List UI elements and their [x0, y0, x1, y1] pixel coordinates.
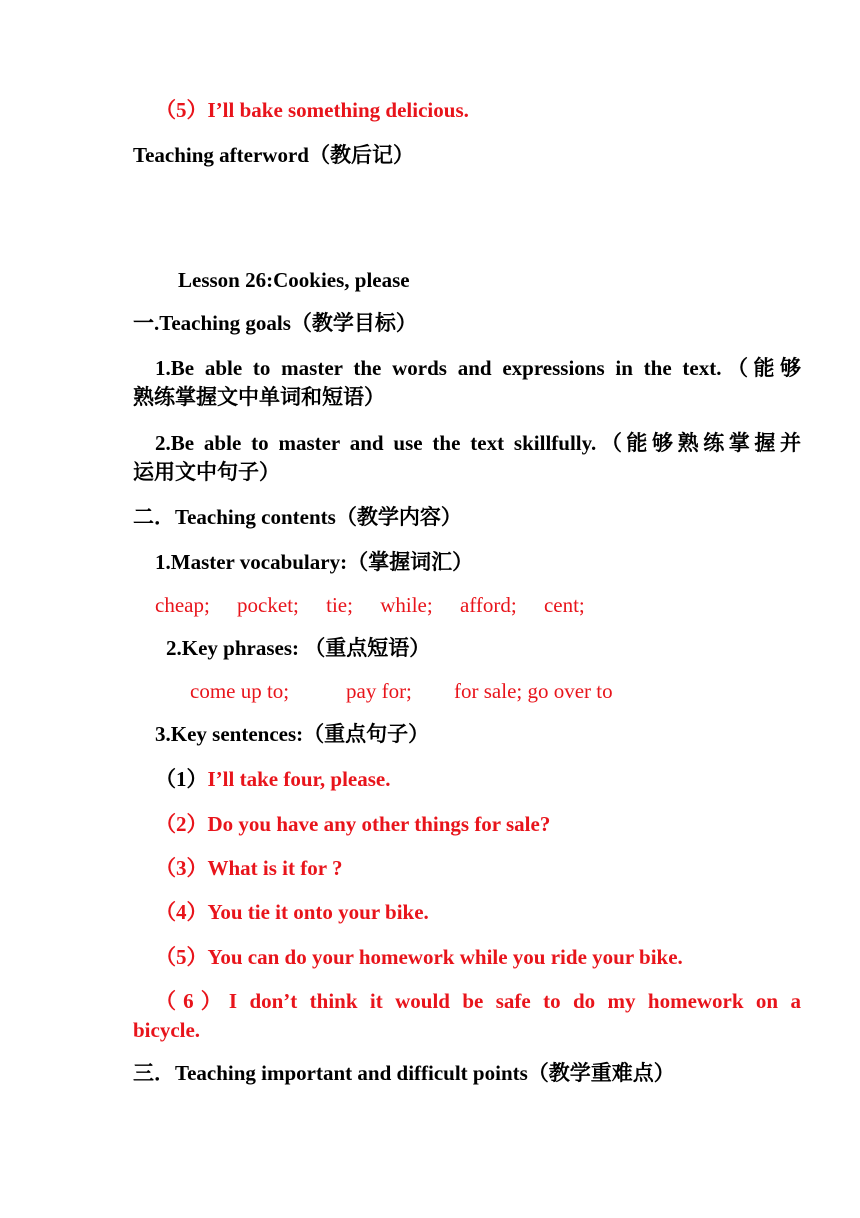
sentence-item: [155, 854, 342, 883]
sentence-item: [155, 943, 683, 972]
teaching-afterword-heading: Teaching afterword（教后记）: [133, 143, 414, 167]
sentence-text: What is it for ?: [207, 856, 343, 880]
lesson-title: Lesson 26:Cookies, please: [178, 268, 410, 292]
sentence-text: Do you have any other things for sale?: [207, 812, 551, 836]
vocab-item: cheap;: [155, 593, 210, 617]
goal-1-line-2: 熟练掌握文中单词和短语）: [133, 385, 385, 409]
sentence-text: You tie it onto your bike.: [207, 900, 429, 924]
sentence-bake: （5）I’ll bake something delicious.: [155, 98, 469, 122]
goal-1-line-1: 1.Be able to master the words and expressions in the text.（能够: [155, 356, 801, 380]
vocab-item: cent;: [543, 593, 585, 617]
sentence-item: [155, 765, 390, 794]
sentence-6-line-1: （6）I don’t think it would be safe to do my homework on a: [155, 989, 801, 1013]
important-points-heading: 三．Teaching important and difficult points（教学重难点）: [133, 1061, 675, 1085]
sentence-item: [155, 898, 429, 927]
sentence-text: You can do your homework while you ride your bike.: [207, 945, 683, 969]
goal-1: [133, 354, 801, 412]
vocabulary-list: [155, 591, 607, 620]
sentence-number: （2）: [155, 812, 208, 836]
phrase-item: for sale; go over to: [454, 679, 613, 703]
vocab-item: tie;: [326, 593, 353, 617]
sentence-number: （4）: [155, 900, 208, 924]
sentence-item: [155, 810, 550, 839]
teaching-contents-heading: 二．Teaching contents（教学内容）: [133, 505, 462, 529]
goal-2-line-1: 2.Be able to master and use the text skillfully.（能够熟练掌握并: [155, 431, 801, 455]
teaching-goals-heading: 一.Teaching goals（教学目标）: [133, 311, 417, 335]
goal-2-line-2: 运用文中句子）: [133, 460, 280, 484]
key-sentences-heading: 3.Key sentences:（重点句子）: [155, 722, 430, 746]
vocab-item: while;: [380, 593, 433, 617]
sentence-6-line-2: bicycle.: [133, 1018, 201, 1042]
key-phrases-heading: 2.Key phrases: （重点短语）: [166, 636, 431, 660]
goal-2: [133, 429, 801, 487]
sentence-6: [133, 987, 801, 1045]
vocab-item: pocket;: [237, 593, 299, 617]
vocab-item: afford;: [459, 593, 517, 617]
sentence-number: （3）: [155, 856, 208, 880]
phrase-item: pay for;: [346, 679, 412, 703]
sentence-number: （5）: [155, 945, 208, 969]
phrase-item: come up to;: [190, 679, 290, 703]
sentence-text: I’ll take four, please.: [207, 767, 391, 791]
vocabulary-heading: 1.Master vocabulary:（掌握词汇）: [155, 550, 474, 574]
sentence-number: （1）: [155, 767, 208, 791]
